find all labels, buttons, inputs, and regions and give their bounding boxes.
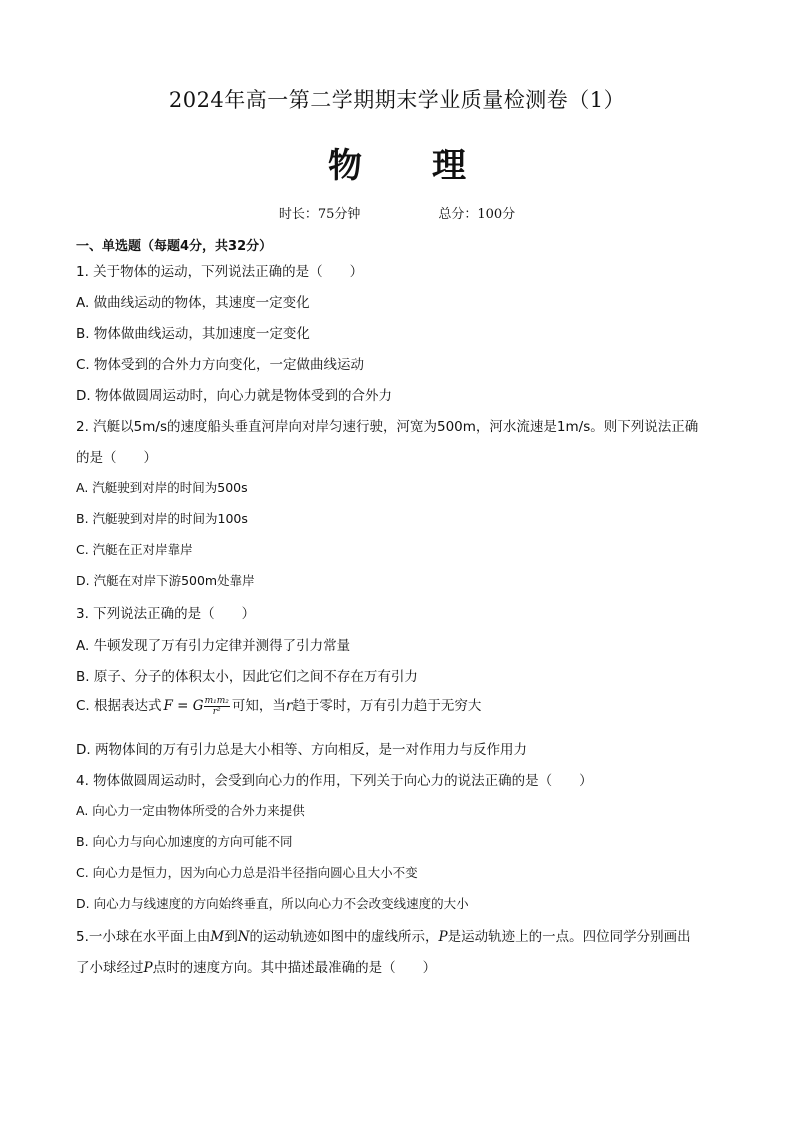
subject-char-1: 物: [328, 146, 362, 186]
q4-option-a: A. 向心力一定由物体所受的合外力来提供: [76, 803, 305, 818]
q5-text-c: 的运动轨迹如图中的虚线所示，: [249, 929, 439, 945]
exam-meta: [0, 203, 794, 222]
subject-title: [0, 138, 794, 187]
q1-option-a: A. 做曲线运动的物体，其速度一定变化: [76, 295, 310, 311]
q3-option-c-mid: 可知，当: [231, 698, 286, 714]
q4-option-c: C. 向心力是恒力，因为向心力总是沿半径指向圆心且大小不变: [76, 865, 418, 880]
q3-option-c-prefix: C. 根据表达式: [76, 698, 162, 714]
q2-stem-line1: 2. 汽艇以5m/s的速度船头垂直河岸向对岸匀速行驶，河宽为500m，河水流速是1m/s。则下列说法正确: [76, 419, 699, 435]
subject-char-2: 理: [432, 146, 466, 186]
formula-lhs: F = G: [163, 697, 204, 714]
formula-denominator: r²: [212, 706, 221, 717]
section-heading: 一、单选题（每题4分，共32分）: [76, 239, 273, 254]
q3-option-d: D. 两物体间的万有引力总是大小相等、方向相反，是一对作用力与反作用力: [76, 742, 527, 758]
q5-stem-line1: [76, 925, 691, 945]
q5-text-d: 是运动轨迹上的一点。四位同学分别画出: [447, 929, 691, 945]
q5-text-e: 了小球经过: [76, 960, 144, 976]
q1-stem: 1. 关于物体的运动，下列说法正确的是（ ）: [76, 264, 364, 280]
q5-var-p: P: [438, 929, 448, 945]
q3-option-a: A. 牛顿发现了万有引力定律并测得了引力常量: [76, 638, 351, 654]
q5-text-b: 到: [224, 929, 238, 945]
q4-option-d: D. 向心力与线速度的方向始终垂直，所以向心力不会改变线速度的大小: [76, 896, 469, 911]
exam-total-score: 总分：100分: [438, 207, 516, 222]
q2-option-d: D. 汽艇在对岸下游500m处靠岸: [76, 573, 255, 588]
gravitation-formula: [164, 696, 230, 717]
q5-var-p2: P: [143, 960, 153, 976]
q5-text-f: 点时的速度方向。其中描述最准确的是（ ）: [152, 960, 437, 976]
q1-option-c: C. 物体受到的合外力方向变化，一定做曲线运动: [76, 357, 365, 373]
q5-stem-line2: [76, 956, 436, 976]
q2-stem-line2: 的是（ ）: [76, 450, 157, 466]
q2-option-c: C. 汽艇在正对岸靠岸: [76, 542, 193, 557]
q3-option-c: [76, 694, 481, 717]
formula-fraction: [204, 696, 230, 717]
q3-option-b: B. 原子、分子的体积太小，因此它们之间不存在万有引力: [76, 669, 418, 685]
q3-option-c-var: r: [285, 698, 293, 714]
q5-text-a: 5.一小球在水平面上由: [76, 929, 211, 945]
q2-option-b: B. 汽艇驶到对岸的时间为100s: [76, 511, 248, 526]
q1-option-b: B. 物体做曲线运动，其加速度一定变化: [76, 326, 310, 342]
q4-stem: 4. 物体做圆周运动时，会受到向心力的作用，下列关于向心力的说法正确的是（ ）: [76, 773, 593, 789]
q5-var-m: M: [210, 929, 225, 945]
exam-title: 2024年高一第二学期期末学业质量检测卷（1）: [168, 88, 626, 112]
q3-stem: 3. 下列说法正确的是（ ）: [76, 606, 256, 622]
exam-duration: 时长：75分钟: [278, 207, 361, 222]
q1-option-d: D. 物体做圆周运动时，向心力就是物体受到的合外力: [76, 388, 392, 404]
q4-option-b: B. 向心力与向心加速度的方向可能不同: [76, 834, 293, 849]
formula-numerator: m₁m₂: [204, 695, 229, 706]
q5-var-n: N: [237, 929, 250, 945]
q3-option-c-suffix: 趋于零时，万有引力趋于无穷大: [292, 698, 482, 714]
q2-option-a: A. 汽艇驶到对岸的时间为500s: [76, 480, 248, 495]
